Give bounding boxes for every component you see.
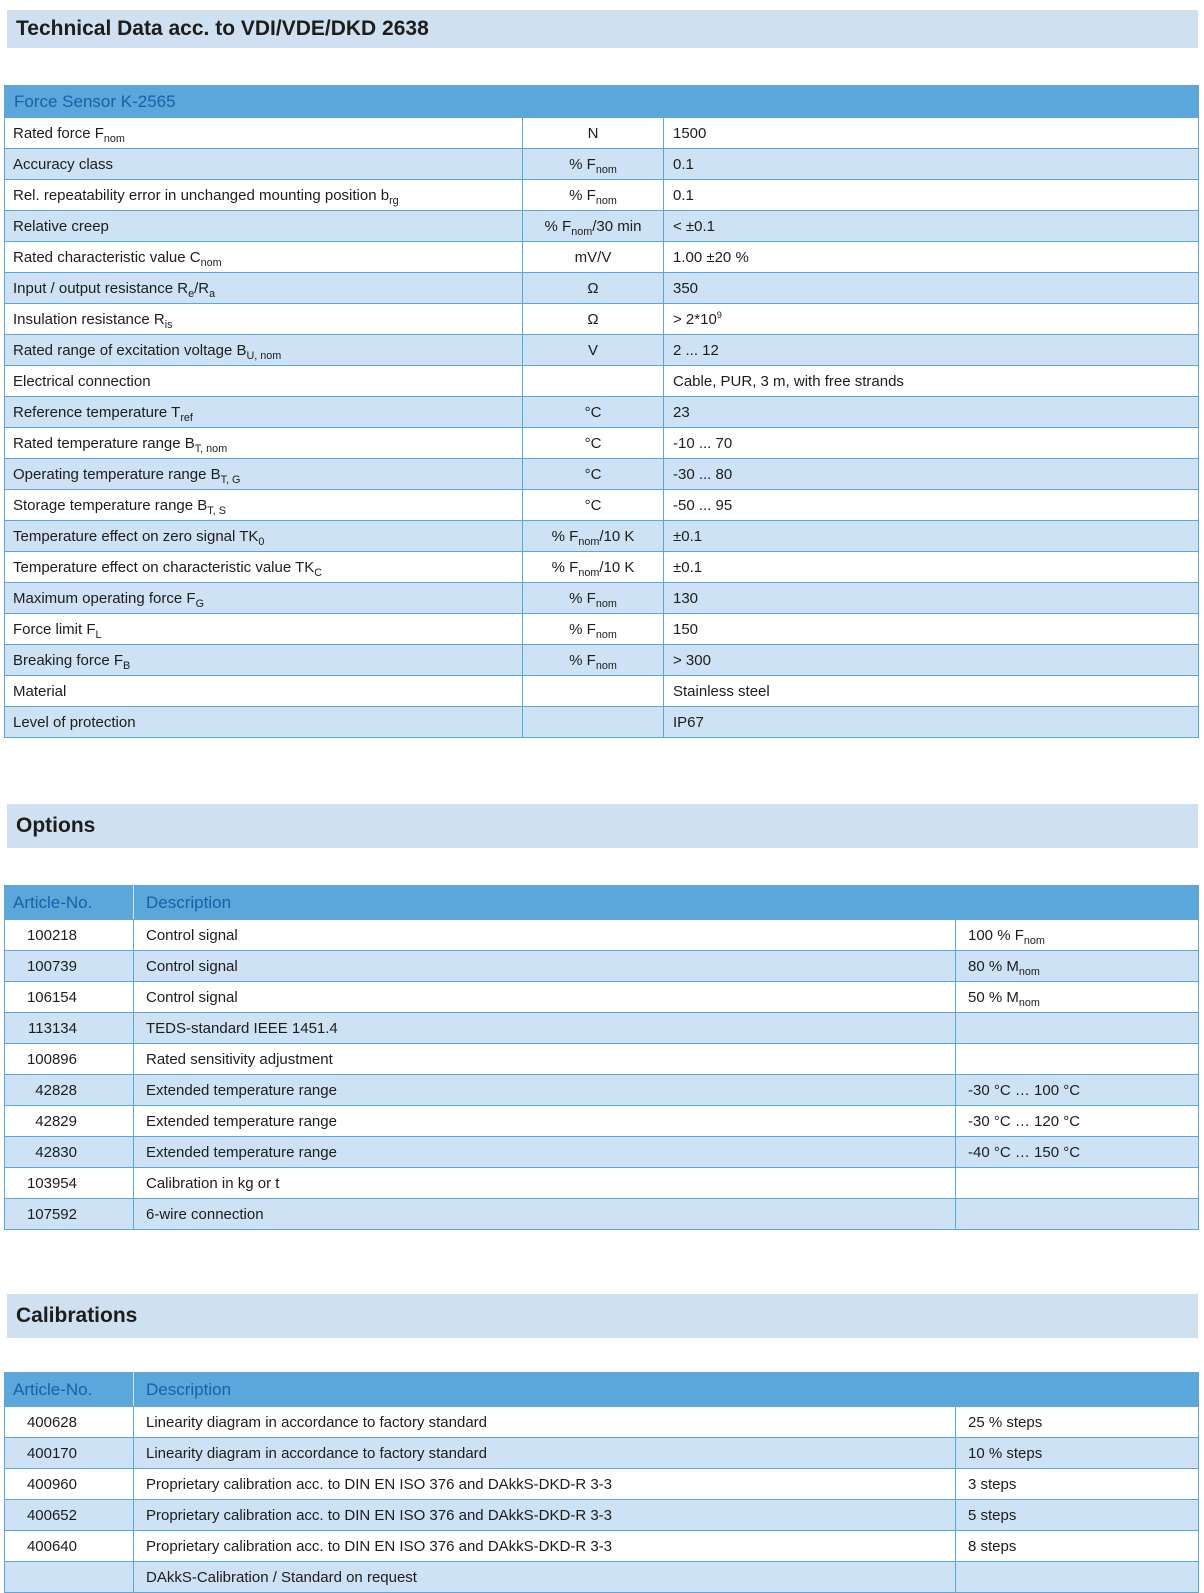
spec-param-cell: Reference temperature $T_{ref}$	[5, 397, 523, 428]
spec-table-row	[5, 335, 1199, 366]
spec-value-cell: -50 ... 95	[664, 490, 1199, 521]
article-no-cell: 400652	[5, 1500, 134, 1531]
spec-table-row	[5, 707, 1199, 738]
value-cell	[956, 1199, 1199, 1230]
spec-value-cell: IP67	[664, 707, 1199, 738]
table-row	[5, 1168, 1199, 1199]
value-cell	[956, 1013, 1199, 1044]
spec-table-body	[5, 118, 1199, 738]
spec-unit-cell: % $F_{nom}$	[523, 149, 664, 180]
table-row	[5, 1500, 1199, 1531]
spec-param-cell: Rated range of excitation voltage $B_{U, nom}$	[5, 335, 523, 366]
value-cell: -40 °C … 150 °C	[956, 1137, 1199, 1168]
spec-value-cell: ±0.1	[664, 552, 1199, 583]
spec-param-cell: Rel. repeatability error in unchanged mounting position $b_{rg}$	[5, 180, 523, 211]
spec-param-cell: Force limit $F_L$	[5, 614, 523, 645]
spec-unit-cell: % $F_{nom}/10$ K	[523, 521, 664, 552]
spec-table-row	[5, 552, 1199, 583]
description-cell: Control signal	[134, 982, 956, 1013]
value-cell	[956, 1168, 1199, 1199]
article-no-cell: 106154	[5, 982, 134, 1013]
spec-value-cell: 150	[664, 614, 1199, 645]
spec-param-cell: Storage temperature range $B_{T, S}$	[5, 490, 523, 521]
value-cell: -30 °C … 120 °C	[956, 1106, 1199, 1137]
spec-unit-cell: Ω	[523, 273, 664, 304]
table-row	[5, 1438, 1199, 1469]
spec-param-cell: Breaking force $F_B$	[5, 645, 523, 676]
spec-unit-cell: % $F_{nom}$	[523, 583, 664, 614]
calibrations-col-article: Article-No.	[5, 1373, 134, 1407]
article-no-cell: 103954	[5, 1168, 134, 1199]
spec-unit-cell: % $F_{nom}$	[523, 180, 664, 211]
description-cell: DAkkS-Calibration / Standard on request	[134, 1562, 956, 1593]
table-row	[5, 1106, 1199, 1137]
spec-table-row	[5, 428, 1199, 459]
calibrations-header-row	[5, 1373, 1199, 1407]
table-row	[5, 1137, 1199, 1168]
options-heading: Options	[7, 804, 1198, 848]
description-cell: TEDS-standard IEEE 1451.4	[134, 1013, 956, 1044]
article-no-cell: 100896	[5, 1044, 134, 1075]
spec-unit-cell: % $F_{nom}$	[523, 645, 664, 676]
description-cell: Linearity diagram in accordance to factory standard	[134, 1407, 956, 1438]
calibrations-heading: Calibrations	[7, 1294, 1198, 1338]
value-cell: 100 % $F_{nom}$	[956, 920, 1199, 951]
article-no-cell: 400960	[5, 1469, 134, 1500]
table-row	[5, 1407, 1199, 1438]
description-cell: Extended temperature range	[134, 1106, 956, 1137]
table-row	[5, 951, 1199, 982]
options-col-article: Article-No.	[5, 886, 134, 920]
article-no-cell: 113134	[5, 1013, 134, 1044]
spec-table-title: Force Sensor K-2565	[5, 86, 1199, 118]
description-cell: Control signal	[134, 920, 956, 951]
spec-param-cell: Rated temperature range $B_{T, nom}$	[5, 428, 523, 459]
description-cell: Calibration in kg or t	[134, 1168, 956, 1199]
calibrations-table-body	[5, 1407, 1199, 1593]
spec-param-cell: Level of protection	[5, 707, 523, 738]
article-no-cell: 42829	[5, 1106, 134, 1137]
spec-value-cell: Cable, PUR, 3 m, with free strands	[664, 366, 1199, 397]
spec-unit-cell: % $F_{nom}/30$ min	[523, 211, 664, 242]
spec-value-cell: 350	[664, 273, 1199, 304]
spec-unit-cell: mV/V	[523, 242, 664, 273]
description-cell: Proprietary calibration acc. to DIN EN ISO 376 and DAkkS-DKD-R 3-3	[134, 1469, 956, 1500]
description-cell: Extended temperature range	[134, 1137, 956, 1168]
description-cell: Proprietary calibration acc. to DIN EN ISO 376 and DAkkS-DKD-R 3-3	[134, 1531, 956, 1562]
table-row	[5, 1044, 1199, 1075]
spec-table	[4, 85, 1199, 738]
spec-param-cell: Insulation resistance $R_{is}$	[5, 304, 523, 335]
spec-table-row	[5, 645, 1199, 676]
options-table-body	[5, 920, 1199, 1230]
value-cell: 80 % $M_{nom}$	[956, 951, 1199, 982]
spec-value-cell: -30 ... 80	[664, 459, 1199, 490]
spec-param-cell: Maximum operating force $F_G$	[5, 583, 523, 614]
value-cell	[956, 1044, 1199, 1075]
article-no-cell: 400640	[5, 1531, 134, 1562]
spec-value-cell: 23	[664, 397, 1199, 428]
spec-table-row	[5, 490, 1199, 521]
page-title: Technical Data acc. to VDI/VDE/DKD 2638	[7, 10, 1198, 48]
spec-value-cell: 1500	[664, 118, 1199, 149]
article-no-cell: 107592	[5, 1199, 134, 1230]
spec-table-row	[5, 614, 1199, 645]
spec-value-cell: 0.1	[664, 180, 1199, 211]
article-no-cell: 400628	[5, 1407, 134, 1438]
spec-value-cell: > 300	[664, 645, 1199, 676]
spec-unit-cell: °C	[523, 490, 664, 521]
spec-param-cell: Rated characteristic value $C_{nom}$	[5, 242, 523, 273]
spec-value-cell: ±0.1	[664, 521, 1199, 552]
spec-param-cell: Input / output resistance $R_e/R_a$	[5, 273, 523, 304]
description-cell: 6-wire connection	[134, 1199, 956, 1230]
spec-table-row	[5, 149, 1199, 180]
value-cell: 25 % steps	[956, 1407, 1199, 1438]
spec-table-row	[5, 676, 1199, 707]
spec-param-cell: Relative creep	[5, 211, 523, 242]
spec-param-cell: Rated force $F_{nom}$	[5, 118, 523, 149]
spec-table-row	[5, 211, 1199, 242]
spec-value-cell: 1.00 ±20 %	[664, 242, 1199, 273]
spec-table-row	[5, 273, 1199, 304]
options-col-description: Description	[134, 886, 956, 920]
spec-table-row	[5, 397, 1199, 428]
spec-value-cell: > $2*10^9$	[664, 304, 1199, 335]
spec-param-cell: Temperature effect on characteristic value $TK_C$	[5, 552, 523, 583]
spec-table-row	[5, 583, 1199, 614]
spec-unit-cell	[523, 366, 664, 397]
table-row	[5, 1469, 1199, 1500]
spec-unit-cell: N	[523, 118, 664, 149]
spec-param-cell: Operating temperature range $B_{T, G}$	[5, 459, 523, 490]
spec-param-cell: Accuracy class	[5, 149, 523, 180]
table-row	[5, 1013, 1199, 1044]
description-cell: Proprietary calibration acc. to DIN EN ISO 376 and DAkkS-DKD-R 3-3	[134, 1500, 956, 1531]
spec-unit-cell	[523, 707, 664, 738]
options-header-row	[5, 886, 1199, 920]
spec-table-row	[5, 304, 1199, 335]
value-cell: 3 steps	[956, 1469, 1199, 1500]
value-cell: 5 steps	[956, 1500, 1199, 1531]
spec-value-cell: 0.1	[664, 149, 1199, 180]
article-no-cell: 42828	[5, 1075, 134, 1106]
article-no-cell: 42830	[5, 1137, 134, 1168]
spec-table-row	[5, 521, 1199, 552]
spec-value-cell: 130	[664, 583, 1199, 614]
spec-value-cell: 2 ... 12	[664, 335, 1199, 366]
spec-unit-cell: °C	[523, 428, 664, 459]
description-cell: Extended temperature range	[134, 1075, 956, 1106]
value-cell: 10 % steps	[956, 1438, 1199, 1469]
spec-unit-cell: % $F_{nom}/10$ K	[523, 552, 664, 583]
table-row	[5, 1199, 1199, 1230]
table-row	[5, 1531, 1199, 1562]
spec-param-cell: Electrical connection	[5, 366, 523, 397]
spec-value-cell: Stainless steel	[664, 676, 1199, 707]
article-no-cell: 100218	[5, 920, 134, 951]
description-cell: Control signal	[134, 951, 956, 982]
spec-value-cell: < ±0.1	[664, 211, 1199, 242]
description-cell: Linearity diagram in accordance to factory standard	[134, 1438, 956, 1469]
spec-param-cell: Temperature effect on zero signal $TK_0$	[5, 521, 523, 552]
spec-value-cell: -10 ... 70	[664, 428, 1199, 459]
table-row	[5, 982, 1199, 1013]
value-cell: 8 steps	[956, 1531, 1199, 1562]
spec-unit-cell: °C	[523, 397, 664, 428]
calibrations-col-value	[956, 1373, 1199, 1407]
spec-table-row	[5, 118, 1199, 149]
options-col-value	[956, 886, 1199, 920]
spec-table-row	[5, 180, 1199, 211]
spec-table-row	[5, 242, 1199, 273]
value-cell: -30 °C … 100 °C	[956, 1075, 1199, 1106]
options-table	[4, 885, 1199, 1230]
spec-unit-cell	[523, 676, 664, 707]
spec-param-cell: Material	[5, 676, 523, 707]
spec-table-header-row	[5, 86, 1199, 118]
spec-table-row	[5, 366, 1199, 397]
calibrations-table	[4, 1372, 1199, 1593]
spec-unit-cell: Ω	[523, 304, 664, 335]
table-row	[5, 1075, 1199, 1106]
article-no-cell: 100739	[5, 951, 134, 982]
table-row	[5, 920, 1199, 951]
spec-unit-cell: V	[523, 335, 664, 366]
article-no-cell: 400170	[5, 1438, 134, 1469]
spec-unit-cell: °C	[523, 459, 664, 490]
spec-table-row	[5, 459, 1199, 490]
value-cell: 50 % $M_{nom}$	[956, 982, 1199, 1013]
spec-unit-cell: % $F_{nom}$	[523, 614, 664, 645]
calibrations-col-description: Description	[134, 1373, 956, 1407]
description-cell: Rated sensitivity adjustment	[134, 1044, 956, 1075]
